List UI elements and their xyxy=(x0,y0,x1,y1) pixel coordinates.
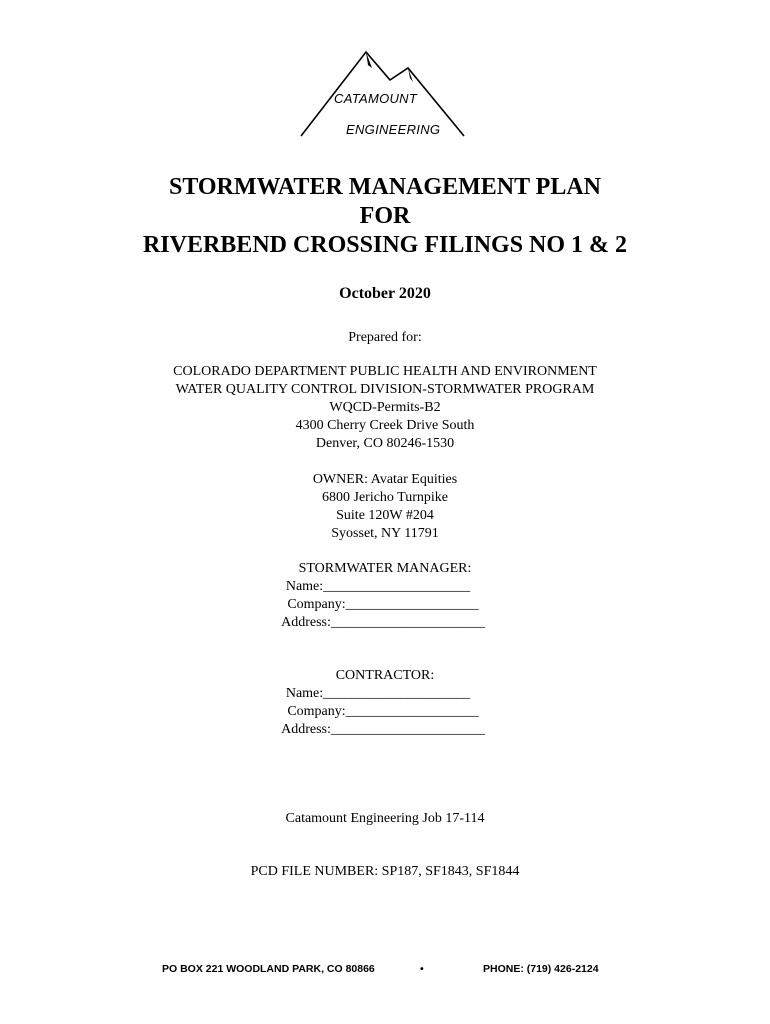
owner-block xyxy=(0,471,770,543)
recipient-line: WATER QUALITY CONTROL DIVISION-STORMWATER PROGRAM xyxy=(175,382,595,397)
job-number: Catamount Engineering Job 17-114 xyxy=(285,811,485,826)
footer-bullet: • xyxy=(420,963,424,975)
owner-line: 6800 Jericho Turnpike xyxy=(322,490,448,505)
logo-text-line2: ENGINEERING xyxy=(346,122,441,137)
stormwater-manager-heading: STORMWATER MANAGER: xyxy=(298,561,472,576)
company-logo xyxy=(296,48,468,144)
recipient-line: 4300 Cherry Creek Drive South xyxy=(295,418,475,433)
owner-line: OWNER: Avatar Equities xyxy=(312,472,458,487)
stormwater-manager-address-field: Address:______________________ xyxy=(281,615,485,630)
contractor-heading: CONTRACTOR: xyxy=(335,668,435,683)
stormwater-manager-name-field: Name:_____________________ xyxy=(285,579,471,594)
contractor-block xyxy=(0,667,770,739)
footer-address: PO BOX 221 WOODLAND PARK, CO 80866 xyxy=(162,963,375,975)
logo-text-line1: CATAMOUNT xyxy=(334,91,418,106)
contractor-address-field: Address:______________________ xyxy=(281,722,485,737)
document-date: October 2020 xyxy=(339,285,431,302)
owner-line: Suite 120W #204 xyxy=(336,508,434,523)
title-line-1: STORMWATER MANAGEMENT PLAN xyxy=(168,174,602,200)
recipient-line: Denver, CO 80246-1530 xyxy=(315,436,455,451)
title-line-2: FOR xyxy=(359,203,411,229)
stormwater-manager-company-field: Company:___________________ xyxy=(287,597,479,612)
contractor-name-field: Name:_____________________ xyxy=(285,686,471,701)
title-line-3: RIVERBEND CROSSING FILINGS NO 1 & 2 xyxy=(142,232,628,258)
footer-phone: PHONE: (719) 426-2124 xyxy=(483,963,599,975)
stormwater-manager-block xyxy=(0,560,770,632)
recipient-line: WQCD-Permits-B2 xyxy=(329,400,441,415)
recipient-address-block xyxy=(0,363,770,453)
pcd-file-number: PCD FILE NUMBER: SP187, SF1843, SF1844 xyxy=(250,864,520,879)
prepared-for-label: Prepared for: xyxy=(348,330,422,345)
contractor-company-field: Company:___________________ xyxy=(287,704,479,719)
owner-line: Syosset, NY 11791 xyxy=(331,526,439,541)
recipient-line: COLORADO DEPARTMENT PUBLIC HEALTH AND ENVIRONMENT xyxy=(173,364,597,379)
